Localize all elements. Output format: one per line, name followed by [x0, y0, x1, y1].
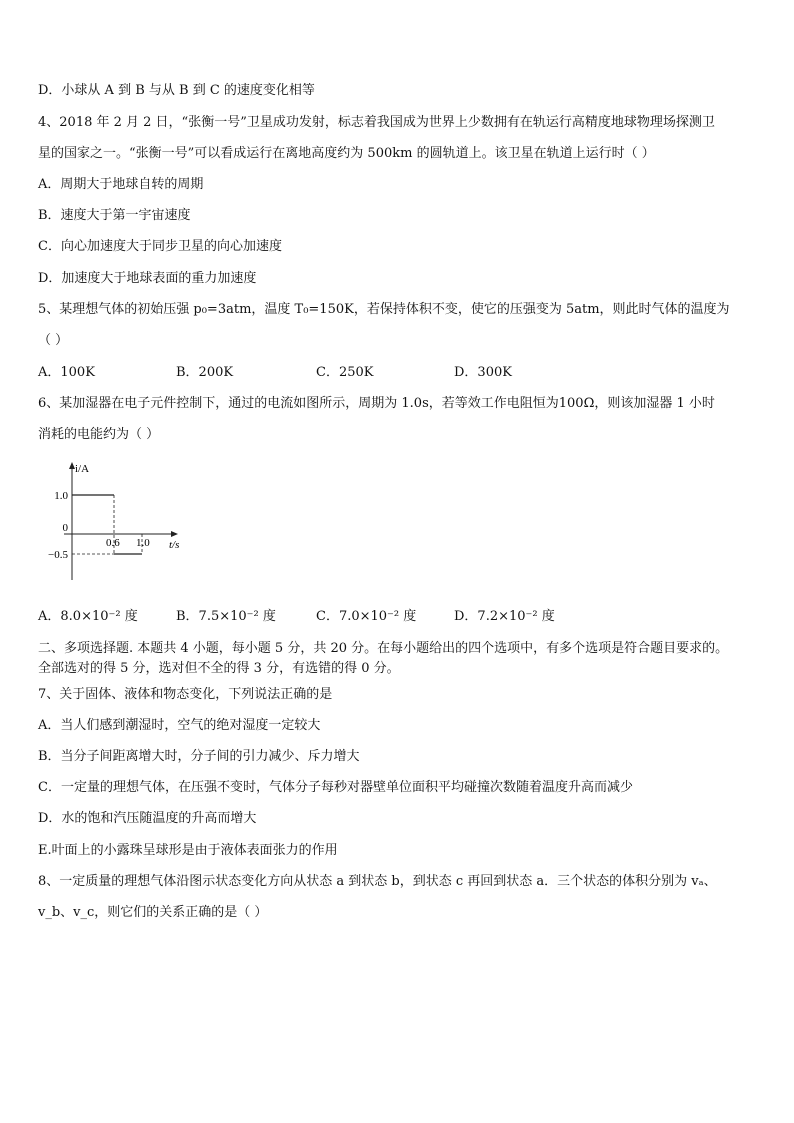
q5-option-d: D．300K	[454, 365, 512, 380]
q4-option-b: B．速度大于第一宇宙速度	[38, 208, 191, 223]
q7-option-e: E.叶面上的小露珠呈球形是由于液体表面张力的作用	[38, 843, 338, 858]
q8-stem-line1: 8、一定质量的理想气体沿图示状态变化方向从状态 a 到状态 b，到状态 c 再回到状态 a．三个状态的体积分别为 vₐ、	[38, 874, 717, 889]
q7-stem: 7、关于固体、液体和物态变化，下列说法正确的是	[38, 687, 333, 702]
y-tick-1: 1.0	[54, 490, 68, 502]
q6-option-a: A．8.0×10⁻² 度	[38, 609, 138, 624]
q5-option-c: C．250K	[316, 365, 374, 380]
q5-stem-line2: （ ）	[38, 333, 69, 348]
q5-options	[38, 364, 512, 382]
x-tick-10: 1.0	[136, 537, 150, 549]
q4-stem-line1: 4、2018 年 2 月 2 日，“张衡一号”卫星成功发射，标志着我国成为世界上少数拥有在轨运行高精度地球物理场探测卫	[38, 115, 715, 130]
q4-option-a: A．周期大于地球自转的周期	[38, 177, 204, 192]
q7-option-c: C．一定量的理想气体，在压强不变时，气体分子每秒对器壁单位面积平均碰撞次数随着温度升高而减少	[38, 780, 633, 795]
section2-instructions-line2: 全部选对的得 5 分，选对但不全的得 3 分，有选错的得 0 分。	[38, 661, 400, 676]
x-tick-06: 0.6	[106, 537, 120, 549]
section2-instructions-line1: 二、多项选择题. 本题共 4 小题，每小题 5 分，共 20 分。在每小题给出的四个选项中，有多个选项是符合题目要求的。	[38, 641, 729, 656]
x-axis-arrow	[171, 531, 178, 537]
q4-option-c: C．向心加速度大于同步卫星的向心加速度	[38, 239, 282, 254]
q5-option-a: A．100K	[38, 365, 95, 380]
q6-option-b: B．7.5×10⁻² 度	[176, 609, 276, 624]
current-time-graph	[38, 460, 198, 585]
q6-stem-line2: 消耗的电能约为（ ）	[38, 427, 160, 442]
q8-stem-line2: v_b、v_c，则它们的关系正确的是（ ）	[38, 905, 268, 920]
x-axis-label: t/s	[169, 539, 180, 551]
q6-option-d: D．7.2×10⁻² 度	[454, 609, 555, 624]
q7-option-b: B．当分子间距离增大时，分子间的引力减少、斥力增大	[38, 749, 360, 764]
q5-stem-line1: 5、某理想气体的初始压强 p₀=3atm，温度 T₀=150K，若保持体积不变，使它的压强变为 5atm，则此时气体的温度为	[38, 302, 730, 317]
y-axis-label: i/A	[75, 463, 90, 475]
y-tick-neg: −0.5	[48, 549, 68, 561]
q6-stem-line1: 6、某加湿器在电子元件控制下，通过的电流如图所示，周期为 1.0s，若等效工作电阻恒为100Ω，则该加湿器 1 小时	[38, 396, 715, 411]
q5-option-b: B．200K	[176, 365, 234, 380]
q6-option-c: C．7.0×10⁻² 度	[316, 609, 417, 624]
q7-option-d: D．水的饱和汽压随温度的升高而增大	[38, 811, 257, 826]
q3-option-d: D．小球从 A 到 B 与从 B 到 C 的速度变化相等	[38, 83, 315, 98]
q6-options	[38, 608, 555, 626]
q4-option-d: D．加速度大于地球表面的重力加速度	[38, 271, 257, 286]
q7-option-a: A．当人们感到潮湿时，空气的绝对湿度一定较大	[38, 718, 321, 733]
q4-stem-line2: 星的国家之一。“张衡一号”可以看成运行在离地高度约为 500km 的圆轨道上。该卫星在轨道上运行时（ ）	[38, 146, 655, 161]
y-tick-0: 0	[62, 522, 68, 534]
